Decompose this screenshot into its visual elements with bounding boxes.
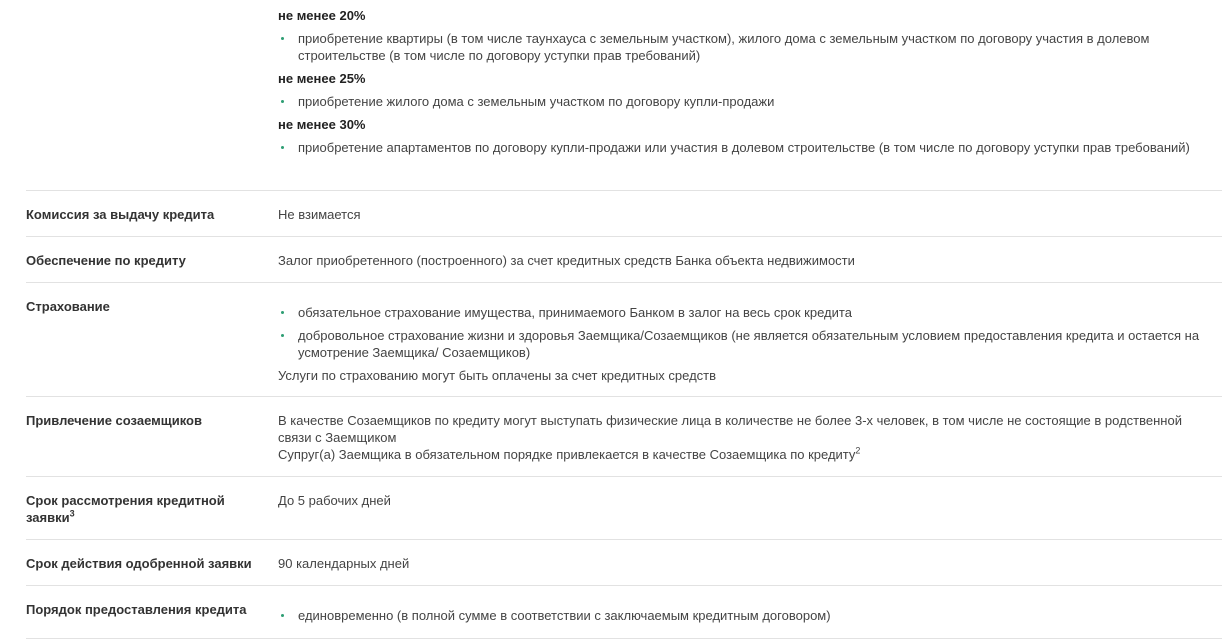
bullet-icon xyxy=(281,146,284,149)
disbursement-value xyxy=(278,607,1216,630)
row-divider xyxy=(26,476,1222,477)
insurance-list xyxy=(278,304,1216,361)
coborrowers-value xyxy=(278,412,1216,463)
down-payment-heading-30: не менее 30% xyxy=(278,117,366,132)
down-payment-heading-25: не менее 25% xyxy=(278,71,366,86)
insurance-value xyxy=(278,304,1216,384)
bullet-icon xyxy=(281,100,284,103)
down-payment-block xyxy=(278,7,1216,162)
bullet-icon xyxy=(281,614,284,617)
validity-label: Срок действия одобренной заявки xyxy=(26,556,252,571)
insurance-note: Услуги по страхованию могут быть оплачены за счет кредитных средств xyxy=(278,368,717,383)
commission-value: Не взимается xyxy=(278,207,361,222)
review-term-label: Срок рассмотрения кредитной заявки$^3$ xyxy=(26,493,225,525)
list-item: единовременно (в полной сумме в соответствии с заключаемым кредитным договором) xyxy=(278,607,1216,624)
down-payment-heading-20: не менее 20% xyxy=(278,8,366,23)
bullet-icon xyxy=(281,311,284,314)
coborrowers-text: В качестве Созаемщиков по кредиту могут выступать физические лица в количестве не более 3-х человек, в том числе не состоящие в родственной связи с Заемщиком xyxy=(278,413,1182,445)
row-divider xyxy=(26,236,1222,237)
insurance-label: Страхование xyxy=(26,299,110,314)
row-divider xyxy=(26,396,1222,397)
footnote-ref[interactable]: 3 xyxy=(69,508,75,519)
validity-value: 90 календарных дней xyxy=(278,556,410,571)
row-divider xyxy=(26,282,1222,283)
row-divider xyxy=(26,585,1222,586)
coborrowers-label: Привлечение созаемщиков xyxy=(26,413,202,428)
down-payment-list-20 xyxy=(278,30,1216,64)
bullet-icon xyxy=(281,334,284,337)
disbursement-label: Порядок предоставления кредита xyxy=(26,602,247,617)
list-item: добровольное страхование жизни и здоровья Заемщика/Созаемщиков (не является обязательным условием предоставления кредита и остается на усмотрение Заемщика/ Созаемщиков) xyxy=(278,327,1216,361)
down-payment-list-25 xyxy=(278,93,1216,110)
down-payment-list-30 xyxy=(278,139,1216,156)
coborrowers-spouse-text: Супруг(а) Заемщика в обязательном порядке привлекается в качестве Созаемщика по кредиту$^2$ xyxy=(278,445,861,462)
list-item: обязательное страхование имущества, принимаемого Банком в залог на весь срок кредита xyxy=(278,304,1216,321)
security-value: Залог приобретенного (построенного) за счет кредитных средств Банка объекта недвижимости xyxy=(278,253,855,268)
footnote-ref[interactable]: 2 xyxy=(855,445,861,456)
security-label: Обеспечение по кредиту xyxy=(26,253,186,268)
row-divider xyxy=(26,190,1222,191)
disbursement-list xyxy=(278,607,1216,624)
list-item: приобретение квартиры (в том числе таунхауса с земельным участком), жилого дома с земельным участком по договору участия в долевом строительстве (в том числе по договору уступки прав требований) xyxy=(278,30,1216,64)
bullet-icon xyxy=(281,37,284,40)
commission-label: Комиссия за выдачу кредита xyxy=(26,207,215,222)
row-divider xyxy=(26,638,1222,639)
review-term-value: До 5 рабочих дней xyxy=(278,493,391,508)
list-item: приобретение жилого дома с земельным участком по договору купли-продажи xyxy=(278,93,1216,110)
list-item: приобретение апартаментов по договору купли-продажи или участия в долевом строительстве (в том числе по договору уступки прав требований) xyxy=(278,139,1216,156)
row-divider xyxy=(26,539,1222,540)
